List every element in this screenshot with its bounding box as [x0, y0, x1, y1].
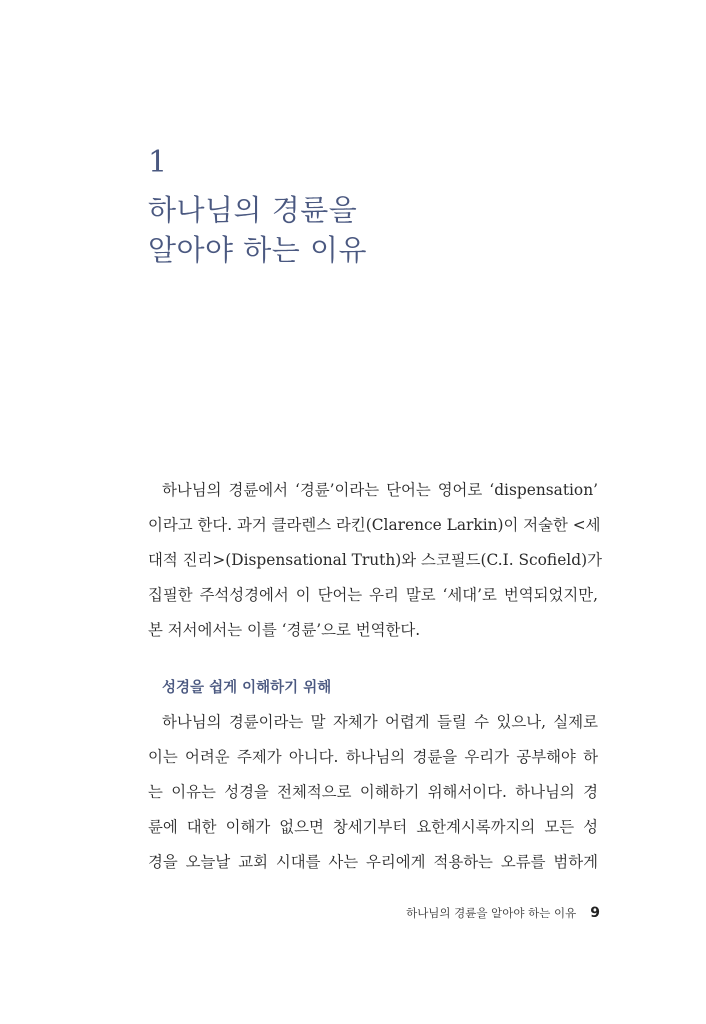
paragraph-line: 본 저서에서는 이를 ‘경륜’으로 번역한다.	[148, 621, 421, 639]
page-footer	[380, 903, 600, 923]
paragraph-line: 하나님의 경륜에서 ‘경륜’이라는 단어는 영어로 ‘dispensation’	[162, 481, 598, 499]
chapter-title-line: 하나님의 경륜을	[148, 193, 358, 227]
running-title: 하나님의 경륜을 알아야 하는 이유	[406, 906, 577, 920]
paragraph-line: 집필한 주석성경에서 이 단어는 우리 말로 ‘세대’로 번역되었지만,	[148, 586, 598, 604]
paragraph-line: 하나님의 경륜이라는 말 자체가 어렵게 들릴 수 있으나, 실제로	[162, 713, 598, 731]
paragraph-line: 경을 오늘날 교회 시대를 사는 우리에게 적용하는 오류를 범하게	[148, 853, 598, 871]
paragraph-line: 이는 어려운 주제가 아니다. 하나님의 경륜을 우리가 공부해야 하	[148, 748, 598, 766]
paragraph-line: 이라고 한다. 과거 클라렌스 라킨(Clarence Larkin)이 저술한 <세	[148, 516, 601, 534]
section-heading: 성경을 쉽게 이해하기 위해	[162, 680, 332, 696]
paragraph-line: 대적 진리>(Dispensational Truth)와 스코필드(C.I. Scofield)가	[148, 551, 602, 569]
section-paragraph	[148, 705, 598, 880]
paragraph-line: 는 이유는 성경을 전체적으로 이해하기 위해서이다. 하나님의 경	[148, 783, 598, 801]
chapter-title-line: 알아야 하는 이유	[148, 233, 368, 267]
paragraph-line: 륜에 대한 이해가 없으면 창세기부터 요한계시록까지의 모든 성	[148, 818, 598, 836]
chapter-title	[148, 190, 568, 270]
page-number: 9	[590, 905, 600, 921]
intro-paragraph	[148, 473, 602, 648]
chapter-number: 1	[148, 145, 168, 180]
